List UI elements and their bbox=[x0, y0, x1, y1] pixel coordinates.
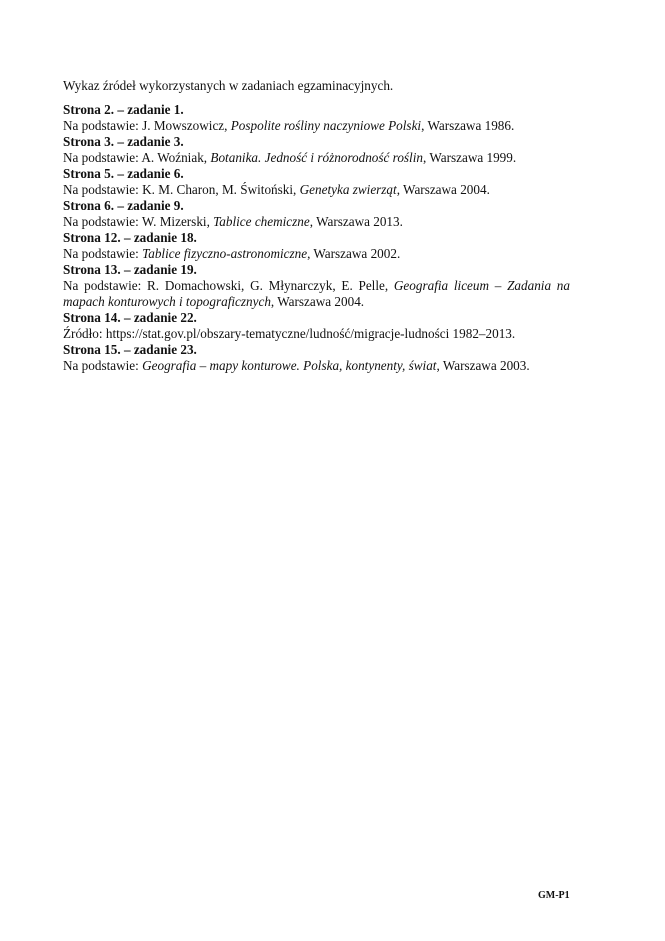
entry-citation bbox=[63, 246, 570, 262]
sources-list bbox=[63, 102, 570, 374]
entry-heading: Strona 5. – zadanie 6. bbox=[63, 166, 184, 181]
source-entry bbox=[63, 102, 570, 134]
citation-text: , Warszawa 2004. bbox=[270, 294, 365, 309]
entry-citation bbox=[63, 326, 570, 342]
entry-heading: Strona 13. – zadanie 19. bbox=[63, 262, 197, 277]
citation-text: Na podstawie: W. Mizerski, bbox=[63, 214, 214, 229]
citation-text: , Warszawa 2004. bbox=[396, 182, 490, 197]
entry-heading: Strona 3. – zadanie 3. bbox=[63, 134, 184, 149]
citation-text: , Warszawa 2013. bbox=[309, 214, 403, 229]
citation-text: Na podstawie: K. M. Charon, M. Świtoński, bbox=[63, 182, 300, 197]
intro-text: Wykaz źródeł wykorzystanych w zadaniach egzaminacyjnych. bbox=[63, 78, 394, 93]
entry-heading: Strona 2. – zadanie 1. bbox=[63, 102, 184, 117]
citation-text: , Warszawa 1999. bbox=[422, 150, 517, 165]
source-entry bbox=[63, 310, 570, 342]
citation-text: , Warszawa 1986. bbox=[421, 118, 515, 133]
citation-title: Geografia liceum – Zadania na mapach konturowych i topograficznych bbox=[63, 278, 570, 309]
page-footer-code: GM-P1 bbox=[538, 890, 570, 901]
citation-title: Botanika. Jedność i różnorodność roślin bbox=[210, 150, 423, 165]
source-entry bbox=[63, 262, 570, 310]
citation-text: Na podstawie: J. Mowszowicz, bbox=[63, 118, 231, 133]
entry-citation bbox=[63, 278, 570, 310]
entry-citation bbox=[63, 182, 570, 198]
citation-text: Na podstawie: A. Woźniak, bbox=[63, 150, 211, 165]
entry-heading: Strona 12. – zadanie 18. bbox=[63, 230, 197, 245]
entry-citation bbox=[63, 358, 570, 374]
source-entry bbox=[63, 134, 570, 166]
citation-title: Tablice chemiczne bbox=[213, 214, 310, 229]
entry-heading: Strona 6. – zadanie 9. bbox=[63, 198, 184, 213]
citation-title: Pospolite rośliny naczyniowe Polski bbox=[230, 118, 422, 133]
citation-title: Geografia – mapy konturowe. Polska, kontynenty, świat bbox=[142, 358, 437, 373]
citation-text: Na podstawie: bbox=[63, 358, 143, 373]
entry-citation bbox=[63, 150, 570, 166]
citation-title: Genetyka zwierząt bbox=[299, 182, 397, 197]
entry-citation bbox=[63, 214, 570, 230]
citation-text: Na podstawie: bbox=[63, 246, 143, 261]
entry-heading: Strona 15. – zadanie 23. bbox=[63, 342, 197, 357]
source-entry bbox=[63, 166, 570, 198]
citation-text: , Warszawa 2003. bbox=[436, 358, 530, 373]
source-entry bbox=[63, 198, 570, 230]
citation-text: Na podstawie: R. Domachowski, G. Młynarczyk, E. Pelle, bbox=[63, 278, 394, 293]
citation-text: , Warszawa 2002. bbox=[307, 246, 401, 261]
citation-text: Źródło: https://stat.gov.pl/obszary-tematyczne/ludność/migracje-ludności 1982–2013. bbox=[63, 326, 516, 341]
source-entry bbox=[63, 342, 570, 374]
entry-citation bbox=[63, 118, 570, 134]
citation-title: Tablice fizyczno-astronomiczne bbox=[142, 246, 308, 261]
entry-heading: Strona 14. – zadanie 22. bbox=[63, 310, 197, 325]
source-entry bbox=[63, 230, 570, 262]
